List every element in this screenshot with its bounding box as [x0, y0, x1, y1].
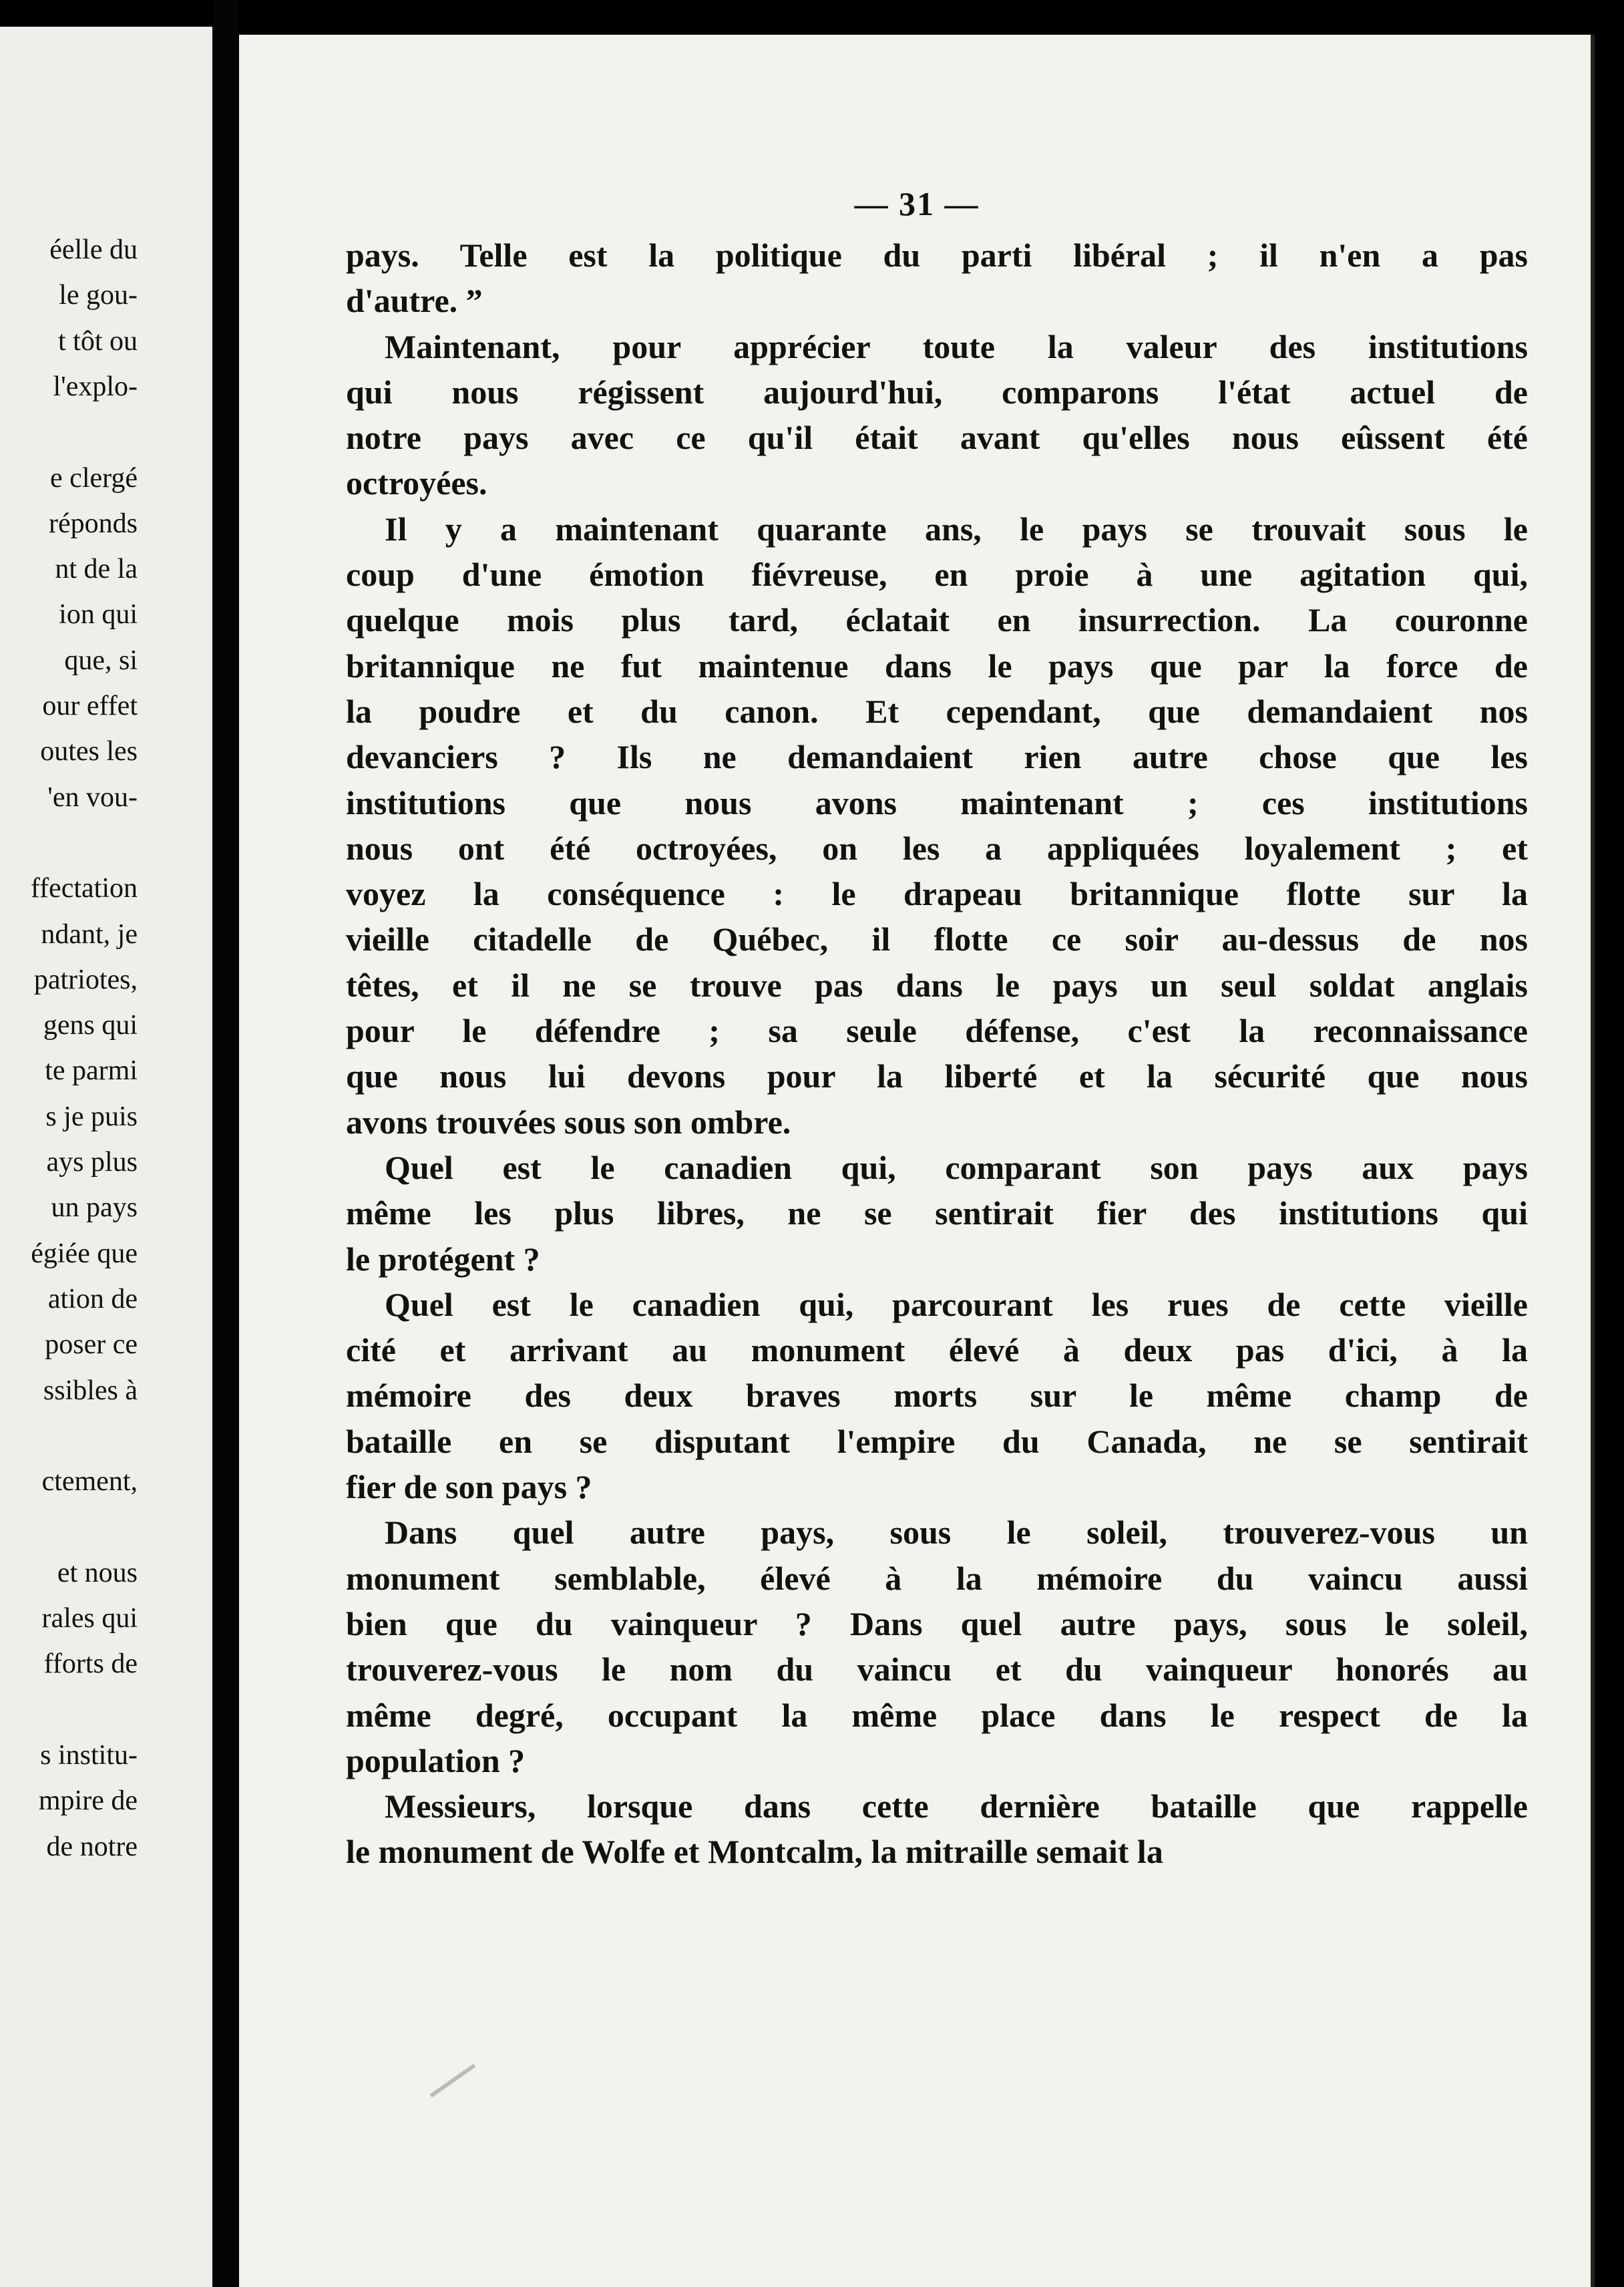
left-page-fragment: 'en vou-	[47, 781, 138, 813]
text-line: têtes, et il ne se trouve pas dans le pays un seul soldat anglais	[346, 966, 1528, 1004]
paragraph	[346, 324, 1528, 506]
left-page-fragment: t tôt ou	[57, 325, 138, 357]
left-page-fragment: our effet	[42, 691, 138, 721]
text-line: nous ont été octroyées, on les a appliquées loyalement ; et	[346, 829, 1528, 867]
left-page-fragment: éelle du	[49, 234, 138, 265]
text-line: le monument de Wolfe et Montcalm, la mitraille semait la	[346, 1833, 1163, 1871]
left-page-fragment: patriotes,	[33, 964, 138, 995]
left-page-fragment: s je puis	[45, 1101, 138, 1132]
left-page-fragment: réponds	[49, 508, 138, 539]
left-page-fragment: que, si	[64, 645, 138, 676]
left-page-fragment: ctement,	[41, 1466, 138, 1498]
left-page-fragment: le gou-	[59, 280, 138, 311]
left-page-fragment: outes les	[40, 736, 138, 767]
paragraph	[346, 232, 1528, 324]
left-page-fragment: rales qui	[41, 1603, 138, 1634]
text-line: bien que du vainqueur ? Dans quel autre pays, sous le soleil,	[346, 1604, 1528, 1642]
text-line: bataille en se disputant l'empire du Canada, ne se sentirait	[346, 1422, 1528, 1460]
text-line: vieille citadelle de Québec, il flotte ce soir au-dessus de nos	[346, 920, 1528, 958]
text-line: institutions que nous avons maintenant ; ces institutions	[346, 783, 1528, 822]
left-page-fragment: de notre	[46, 1831, 138, 1862]
left-page-fragment: l'explo-	[53, 371, 138, 402]
text-line: fier de son pays ?	[346, 1468, 592, 1506]
text-line: la poudre et du canon. Et cependant, que demandaient nos	[346, 692, 1528, 730]
text-line: Dans quel autre pays, sous le soleil, trouverez-vous un	[385, 1514, 1528, 1552]
left-page-fragment: e clergé	[50, 462, 138, 494]
text-line: Il y a maintenant quarante ans, le pays se trouvait sous le	[385, 510, 1528, 548]
text-line: pays. Telle est la politique du parti libéral ; il n'en a pas	[346, 236, 1528, 274]
text-line: même les plus libres, ne se sentirait fier des institutions qui	[346, 1194, 1528, 1232]
text-line: britannique ne fut maintenue dans le pays que par la force de	[346, 647, 1528, 685]
left-page-fragment: fforts de	[43, 1648, 138, 1680]
left-page-fragment: ffectation	[30, 873, 138, 904]
text-line: coup d'une émotion fiévreuse, en proie à une agitation qui,	[346, 556, 1528, 594]
paragraph	[346, 506, 1528, 1145]
left-page-fragment: égiée que	[31, 1238, 138, 1269]
left-page-fragment: ndant, je	[41, 918, 138, 950]
left-page-edge	[0, 27, 212, 2287]
text-line: Maintenant, pour apprécier toute la valeur des institutions	[385, 327, 1528, 365]
text-line: notre pays avec ce qu'il était avant qu'elles nous eûssent été	[346, 419, 1528, 457]
left-page-fragment: gens qui	[43, 1010, 138, 1041]
paragraph	[346, 1783, 1528, 1875]
text-line: octroyées.	[346, 464, 487, 502]
left-page-fragment: ssibles à	[43, 1375, 138, 1406]
page-edge-line	[1591, 35, 1595, 2287]
right-page	[239, 35, 1595, 2287]
text-line: que nous lui devons pour la liberté et la sécurité que nous	[346, 1057, 1528, 1095]
left-page-fragment: et nous	[57, 1557, 138, 1588]
left-page-fragment: mpire de	[38, 1785, 138, 1817]
text-line: devanciers ? Ils ne demandaient rien autre chose que les	[346, 738, 1528, 776]
page-number: — 31 —	[854, 185, 980, 222]
text-line: population ?	[346, 1741, 526, 1779]
text-line: Quel est le canadien qui, comparant son pays aux pays	[385, 1148, 1528, 1186]
left-page-fragment: s institu-	[40, 1739, 138, 1771]
left-page-fragment: ays plus	[46, 1147, 138, 1178]
text-line: avons trouvées sous son ombre.	[346, 1103, 791, 1141]
text-line: monument semblable, élevé à la mémoire du vaincu aussi	[346, 1559, 1528, 1597]
paragraph	[346, 1282, 1528, 1510]
left-page-fragment: te parmi	[45, 1055, 138, 1087]
text-line: quelque mois plus tard, éclatait en insurrection. La couronne	[346, 601, 1528, 639]
left-page-fragment: poser ce	[45, 1329, 138, 1361]
text-line: pour le défendre ; sa seule défense, c'est la reconnaissance	[346, 1012, 1528, 1050]
body-text	[346, 232, 1528, 1875]
book-gutter	[212, 0, 239, 2287]
text-line: qui nous régissent aujourd'hui, comparons l'état actuel de	[346, 373, 1528, 411]
scan-scratch	[430, 2064, 476, 2098]
left-page-fragment: ation de	[47, 1283, 138, 1314]
text-line: cité et arrivant au monument élevé à deux pas d'ici, à la	[346, 1331, 1528, 1369]
text-line: Messieurs, lorsque dans cette dernière bataille que rappelle	[385, 1787, 1528, 1825]
paragraph	[346, 1510, 1528, 1783]
left-page-fragment: nt de la	[55, 554, 138, 585]
text-line: trouverez-vous le nom du vaincu et du vainqueur honorés au	[346, 1650, 1528, 1689]
text-line: Quel est le canadien qui, parcourant les rues de cette vieille	[385, 1285, 1528, 1323]
text-line: le protégent ?	[346, 1240, 540, 1278]
left-page-fragment: un pays	[51, 1192, 138, 1224]
text-line: mémoire des deux braves morts sur le même champ de	[346, 1377, 1528, 1415]
text-line: même degré, occupant la même place dans le respect de la	[346, 1696, 1528, 1734]
text-line: d'autre. ”	[346, 282, 483, 320]
paragraph	[346, 1145, 1528, 1282]
left-page-fragment: ion qui	[59, 599, 138, 631]
text-line: voyez la conséquence : le drapeau britannique flotte sur la	[346, 875, 1528, 913]
